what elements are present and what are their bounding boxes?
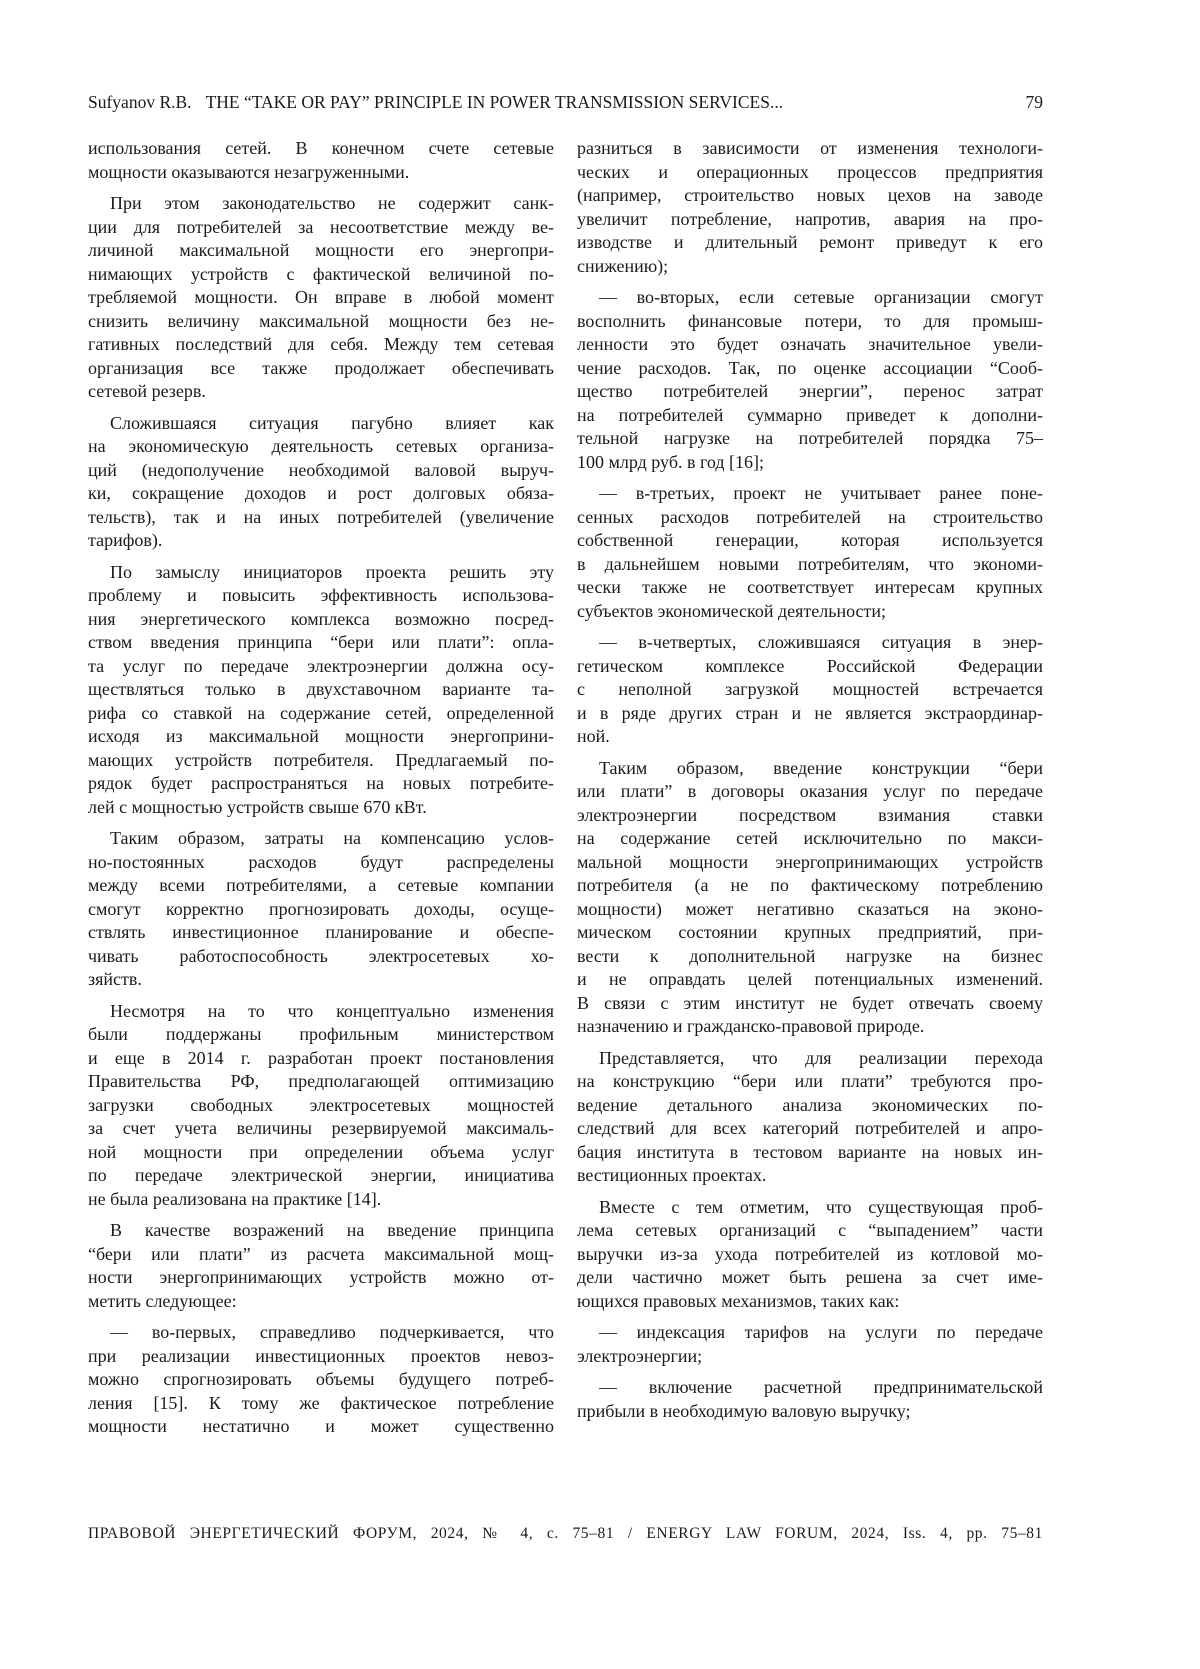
text-line: в дальнейшем новыми потребителям, что экономи- bbox=[577, 553, 1043, 577]
text-line: — индексация тарифов на услуги по передаче bbox=[577, 1321, 1043, 1345]
text-line: за счет учета величины резервируемой максималь- bbox=[88, 1117, 554, 1141]
text-line: ции для потребителей за несоответствие между ве- bbox=[88, 216, 554, 240]
text-line: чение расходов. Так, по оценке ассоциации “Сооб- bbox=[577, 357, 1043, 381]
text-line: рифа со ставкой на содержание сетей, определенной bbox=[88, 702, 554, 726]
text-line: при реализации инвестиционных проектов невоз- bbox=[88, 1345, 554, 1369]
text-line: тельств), так и на иных потребителей (увеличение bbox=[88, 506, 554, 530]
paragraph bbox=[577, 1376, 1043, 1423]
text-line: При этом законодательство не содержит санк- bbox=[88, 192, 554, 216]
text-line: использования сетей. В конечном счете сетевые bbox=[88, 137, 554, 161]
paragraph bbox=[577, 482, 1043, 623]
text-line: метить следующее: bbox=[88, 1290, 554, 1314]
text-line: с неполной загрузкой мощностей встречается bbox=[577, 678, 1043, 702]
text-line: электроэнергии посредством взимания ставки bbox=[577, 804, 1043, 828]
text-line: сенных расходов потребителей на строительство bbox=[577, 506, 1043, 530]
paragraph bbox=[88, 412, 554, 553]
text-line: лей с мощностью устройств свыше 670 кВт. bbox=[88, 796, 554, 820]
text-line: ленности это будет означать значительное увели- bbox=[577, 333, 1043, 357]
text-line: бация института в тестовом варианте на новых ин- bbox=[577, 1141, 1043, 1165]
text-line: загрузки свободных электросетевых мощностей bbox=[88, 1094, 554, 1118]
page-number: 79 bbox=[1026, 92, 1044, 113]
header-author: Sufyanov R.B. bbox=[88, 92, 192, 113]
text-line: зяйств. bbox=[88, 968, 554, 992]
text-line: организация все также продолжает обеспечивать bbox=[88, 357, 554, 381]
text-line: ций (недополучение необходимой валовой выруч- bbox=[88, 459, 554, 483]
text-line: (например, строительство новых цехов на заводе bbox=[577, 184, 1043, 208]
text-line: чески также не соответствует интересам крупных bbox=[577, 576, 1043, 600]
text-line: дели частично может быть решена за счет име- bbox=[577, 1266, 1043, 1290]
text-line: По замыслу инициаторов проекта решить эту bbox=[88, 561, 554, 585]
text-line: гетическом комплексе Российской Федерации bbox=[577, 655, 1043, 679]
text-line: мающих устройств потребителя. Предлагаемый по- bbox=[88, 749, 554, 773]
text-line: восполнить финансовые потери, то для промыш- bbox=[577, 310, 1043, 334]
paragraph bbox=[88, 192, 554, 404]
text-line: снизить величину максимальной мощности без не- bbox=[88, 310, 554, 334]
left-column bbox=[88, 137, 554, 1447]
text-line: на конструкцию “бери или плати” требуются про- bbox=[577, 1070, 1043, 1094]
text-line: потребителя (а не по фактическому потреблению bbox=[577, 874, 1043, 898]
text-line: чивать работоспособность электросетевых хо- bbox=[88, 945, 554, 969]
header-title: THE “TAKE OR PAY” PRINCIPLE IN POWER TRANSMISSION SERVICES... bbox=[206, 92, 784, 113]
text-line: — в-четвертых, сложившаяся ситуация в энер- bbox=[577, 631, 1043, 655]
text-line: Таким образом, введение конструкции “бери bbox=[577, 757, 1043, 781]
text-line: но-постоянных расходов будут распределены bbox=[88, 851, 554, 875]
text-line: “бери или плати” из расчета максимальной мощ- bbox=[88, 1243, 554, 1267]
text-line: назначению и гражданско-правовой природе. bbox=[577, 1015, 1043, 1039]
text-line: рядок будет распространяться на новых потребите- bbox=[88, 772, 554, 796]
paragraph bbox=[577, 1321, 1043, 1368]
text-line: снижению); bbox=[577, 255, 1043, 279]
paragraph bbox=[577, 1196, 1043, 1314]
text-line: Таким образом, затраты на компенсацию услов- bbox=[88, 827, 554, 851]
text-line: мощности оказываются незагруженными. bbox=[88, 161, 554, 185]
text-line: Вместе с тем отметим, что существующая проб- bbox=[577, 1196, 1043, 1220]
paragraph bbox=[88, 1219, 554, 1313]
text-line: личиной максимальной мощности его энергопри- bbox=[88, 239, 554, 263]
paragraph bbox=[88, 1000, 554, 1212]
text-line: на экономическую деятельность сетевых организа- bbox=[88, 435, 554, 459]
text-line: можно спрогнозировать объемы будущего потреб- bbox=[88, 1368, 554, 1392]
text-line: электроэнергии; bbox=[577, 1345, 1043, 1369]
text-line: В связи с этим институт не будет отвечать своему bbox=[577, 992, 1043, 1016]
text-line: 100 млрд руб. в год [16]; bbox=[577, 451, 1043, 475]
text-line: ствлять инвестиционное планирование и обеспе- bbox=[88, 921, 554, 945]
text-line: Представляется, что для реализации перехода bbox=[577, 1047, 1043, 1071]
text-line: ки, сокращение доходов и рост долговых обяза- bbox=[88, 482, 554, 506]
text-line: выручки из-за ухода потребителей из котловой мо- bbox=[577, 1243, 1043, 1267]
text-line: тельной нагрузке на потребителей порядка 75– bbox=[577, 427, 1043, 451]
text-line: Правительства РФ, предполагающей оптимизацию bbox=[88, 1070, 554, 1094]
text-line: ления [15]. К тому же фактическое потребление bbox=[88, 1392, 554, 1416]
text-line: тарифов). bbox=[88, 529, 554, 553]
text-line: ности энергопринимающих устройств можно от- bbox=[88, 1266, 554, 1290]
paragraph bbox=[577, 631, 1043, 749]
text-line: вести к дополнительной нагрузке на бизнес bbox=[577, 945, 1043, 969]
paragraph bbox=[88, 827, 554, 992]
text-line: прибыли в необходимую валовую выручку; bbox=[577, 1400, 1043, 1424]
text-line: Несмотря на то что концептуально изменения bbox=[88, 1000, 554, 1024]
paragraph bbox=[577, 286, 1043, 474]
text-line: проблему и повысить эффективность использова- bbox=[88, 584, 554, 608]
paragraph bbox=[88, 137, 554, 184]
text-line: ния энергетического комплекса возможно посред- bbox=[88, 608, 554, 632]
text-line: щество потребителей энергии”, перенос затрат bbox=[577, 380, 1043, 404]
text-line: мощности нестатично и может существенно bbox=[88, 1415, 554, 1439]
paragraph bbox=[577, 757, 1043, 1039]
text-line: лема сетевых организаций с “выпадением” части bbox=[577, 1219, 1043, 1243]
text-line: и еще в 2014 г. разработан проект постановления bbox=[88, 1047, 554, 1071]
text-line: по передаче электрической энергии, инициатива bbox=[88, 1164, 554, 1188]
text-line: не была реализована на практике [14]. bbox=[88, 1188, 554, 1212]
text-line: нимающих устройств с фактической величиной по- bbox=[88, 263, 554, 287]
text-line: на потребителей суммарно приведет к дополни- bbox=[577, 404, 1043, 428]
text-line: — во-вторых, если сетевые организации смогут bbox=[577, 286, 1043, 310]
text-line: смогут корректно прогнозировать доходы, осуще- bbox=[88, 898, 554, 922]
text-line: — во-первых, справедливо подчеркивается, что bbox=[88, 1321, 554, 1345]
paragraph bbox=[88, 561, 554, 820]
text-line: были поддержаны профильным министерством bbox=[88, 1023, 554, 1047]
text-line: или плати” в договоры оказания услуг по передаче bbox=[577, 780, 1043, 804]
text-line: та услуг по передаче электроэнергии должна осу- bbox=[88, 655, 554, 679]
text-line: субъектов экономической деятельности; bbox=[577, 600, 1043, 624]
text-line: мическом состоянии крупных предприятий, при- bbox=[577, 921, 1043, 945]
text-line: разниться в зависимости от изменения технологи- bbox=[577, 137, 1043, 161]
text-line: мощности) может негативно сказаться на эконо- bbox=[577, 898, 1043, 922]
text-line: требляемой мощности. Он вправе в любой момент bbox=[88, 286, 554, 310]
text-line: В качестве возражений на введение принципа bbox=[88, 1219, 554, 1243]
text-line: и не оправдать целей потенциальных изменений. bbox=[577, 968, 1043, 992]
text-line: изводстве и длительный ремонт приведут к его bbox=[577, 231, 1043, 255]
journal-footer: ПРАВОВОЙ ЭНЕРГЕТИЧЕСКИЙ ФОРУМ, 2024, № 4, с. 75–81 / ENERGY LAW FORUM, 2024, Iss. 4, pp. 75–81 bbox=[88, 1525, 1043, 1543]
text-line: собственной генерации, которая используется bbox=[577, 529, 1043, 553]
text-line: и в ряде других стран и не является экстраординар- bbox=[577, 702, 1043, 726]
text-line: на содержание сетей исключительно по макси- bbox=[577, 827, 1043, 851]
text-line: следствий для всех категорий потребителей и апро- bbox=[577, 1117, 1043, 1141]
paragraph bbox=[577, 137, 1043, 278]
right-column bbox=[577, 137, 1043, 1431]
text-line: мальной мощности энергопринимающих устройств bbox=[577, 851, 1043, 875]
text-line: ной. bbox=[577, 725, 1043, 749]
text-line: — в-третьих, проект не учитывает ранее поне- bbox=[577, 482, 1043, 506]
running-header bbox=[88, 92, 1043, 113]
text-line: — включение расчетной предпринимательской bbox=[577, 1376, 1043, 1400]
paragraph bbox=[88, 1321, 554, 1439]
text-line: сетевой резерв. bbox=[88, 380, 554, 404]
text-line: ством введения принципа “бери или плати”: опла- bbox=[88, 631, 554, 655]
text-line: ющихся правовых механизмов, таких как: bbox=[577, 1290, 1043, 1314]
text-line: ной мощности при определении объема услуг bbox=[88, 1141, 554, 1165]
text-line: между всеми потребителями, а сетевые компании bbox=[88, 874, 554, 898]
text-line: гативных последствий для себя. Между тем сетевая bbox=[88, 333, 554, 357]
text-line: ведение детального анализа экономических по- bbox=[577, 1094, 1043, 1118]
text-line: увеличит потребление, напротив, авария на про- bbox=[577, 208, 1043, 232]
text-line: вестиционных проектах. bbox=[577, 1164, 1043, 1188]
text-line: Сложившаяся ситуация пагубно влияет как bbox=[88, 412, 554, 436]
text-line: исходя из максимальной мощности энергоприни- bbox=[88, 725, 554, 749]
text-line: ществляться только в двухставочном варианте та- bbox=[88, 678, 554, 702]
text-line: ческих и операционных процессов предприятия bbox=[577, 161, 1043, 185]
paragraph bbox=[577, 1047, 1043, 1188]
